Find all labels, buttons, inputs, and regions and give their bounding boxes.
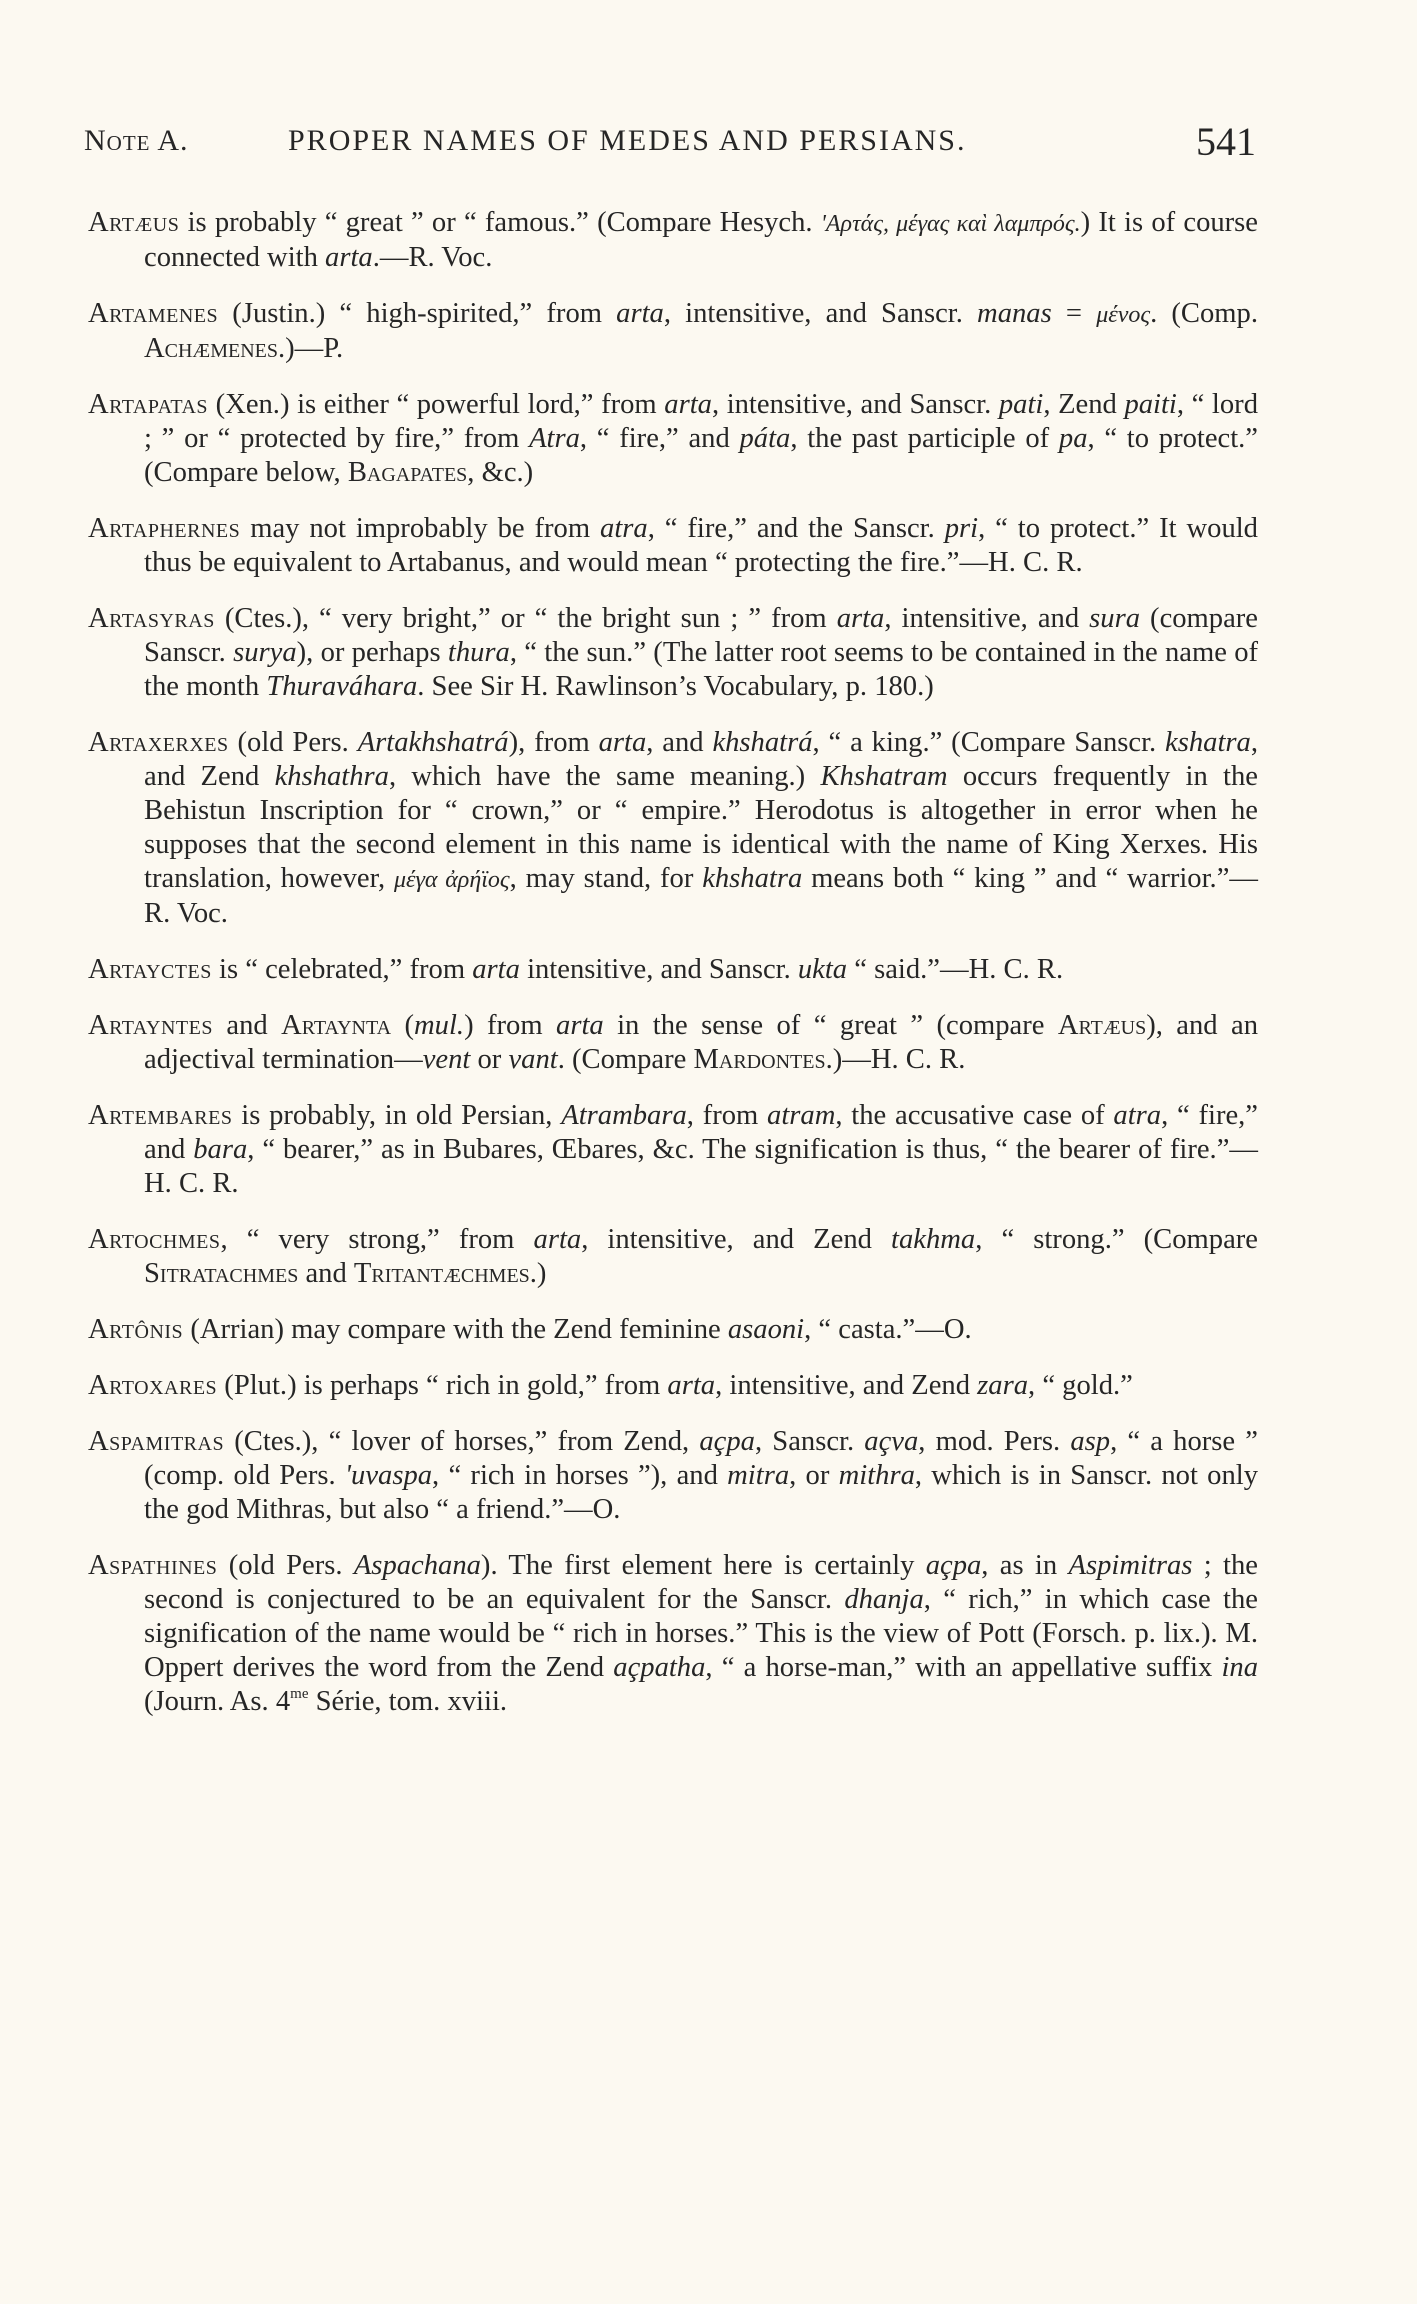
greek-text: μέγα ἀρήϊος [393, 867, 510, 893]
greek-text: μένος [1096, 302, 1151, 328]
running-title: PROPER NAMES OF MEDES AND PERSIANS. [288, 124, 967, 157]
headword: Artamenes [88, 298, 219, 329]
entry-list [88, 206, 1258, 1741]
running-header [84, 118, 1256, 170]
entry-artasyras: Artasyras (Ctes.), “ very bright,” or “ the bright sun ; ” from arta, intensitive, and sura (compare Sanscr. surya), or perhaps thura, “ the sun.” (The latter root seems to be contained in the name of the month Thuraváhara. See Sir H. Rawlinson’s Vocabulary, p. 180.) [88, 603, 1259, 702]
entry-artoxares: Artoxares (Plut.) is perhaps “ rich in gold,” from arta, intensitive, and Zend zara, “ gold.” [88, 1370, 1133, 1401]
entry-aspathines: Aspathines (old Pers. Aspachana). The first element here is certainly açpa, as in Aspimitras ; the second is conjectured to be an equivalent for the Sanscr. dhanja, “ rich,” in which case the signification of the name would be “ rich in horses.” This is the view of Pott (Forsch. p. lix.). M. Oppert derives the word from the Zend açpatha, “ a horse-man,” with an appellative suffix ina (Journ. As. $4^{me}$ Série, tom. xviii. [88, 1550, 1258, 1717]
headword: Artaphernes [88, 513, 241, 544]
entry-artaphernes: Artaphernes may not improbably be from atra, “ fire,” and the Sanscr. pri, “ to protect.” It would thus be equivalent to Artabanus, and would mean “ protecting the fire.”—H. C. R. [88, 513, 1258, 578]
entry-artapatas: Artapatas (Xen.) is either “ powerful lord,” from arta, intensitive, and Sanscr. pati, Zend paiti, “ lord ; ” or “ protected by fire,” from Atra, “ fire,” and páta, the past participle of pa, “ to protect.” (Compare below, Bagapates, &c.) [88, 389, 1258, 488]
headword: Artembares [88, 1100, 233, 1131]
headword: Artayntes [88, 1010, 213, 1041]
headword: Artochmes [88, 1224, 221, 1255]
entry-artamenes: Artamenes (Justin.) “ high-spirited,” from arta, intensitive, and Sanscr. manas = μένος. (Comp. Achæmenes.)—P. [88, 298, 1258, 364]
headword: Artasyras [88, 603, 215, 634]
entry-artaxerxes: Artaxerxes (old Pers. Artakhshatrá), from arta, and khshatrá, “ a king.” (Compare Sanscr. kshatra, and Zend khshathra, which have the same meaning.) Khshatram occurs frequently in the Behistun Inscription for “ crown,” or “ empire.” Herodotus is altogether in error when he supposes that the second element in this name is identical with the name of King Xerxes. His translation, however, μέγα ἀρήϊος, may stand, for khshatra means both “ king ” and “ warrior.”—R. Voc. [88, 727, 1258, 929]
headword: Aspamitras [88, 1426, 225, 1457]
greek-text: 'Αρτάς, μέγας καὶ λαμπρός. [820, 211, 1081, 237]
note-label: Note A. [84, 124, 189, 157]
headword: Artoxares [88, 1370, 218, 1401]
entry-artayntes: Artayntes and Artaynta (mul.) from arta in the sense of “ great ” (compare Artæus), and an adjectival termination—vent or vant. (Compare Mardontes.)—H. C. R. [88, 1010, 1258, 1075]
headword: Artapatas [88, 389, 209, 420]
entry-artaeus: Artæus is probably “ great ” or “ famous.” (Compare Hesych. 'Αρτάς, μέγας καὶ λαμπρός.) It is of course connected with arta.—R. Voc. [88, 207, 1259, 273]
entry-aspamitras: Aspamitras (Ctes.), “ lover of horses,” from Zend, açpa, Sanscr. açva, mod. Pers. asp, “ a horse ” (comp. old Pers. 'uvaspa, “ rich in horses ”), and mitra, or mithra, which is in Sanscr. not only the god Mithras, but also “ a friend.”—O. [88, 1426, 1258, 1525]
entry-artochmes: Artochmes, “ very strong,” from arta, intensitive, and Zend takhma, “ strong.” (Compare Sitratachmes and Tritantæchmes.) [88, 1224, 1258, 1289]
entry-artayctes: Artayctes is “ celebrated,” from arta intensitive, and Sanscr. ukta “ said.”—H. C. R. [88, 954, 1064, 985]
page-number: 541 [1196, 119, 1256, 164]
headword: Artayctes [88, 954, 212, 985]
entry-artonis: Artônis (Arrian) may compare with the Zend feminine asaoni, “ casta.”—O. [88, 1314, 972, 1345]
headword: Artaxerxes [88, 727, 229, 758]
headword: Aspathines [88, 1550, 218, 1581]
headword: Artæus [88, 207, 180, 238]
entry-artembares: Artembares is probably, in old Persian, Atrambara, from atram, the accusative case of atra, “ fire,” and bara, “ bearer,” as in Bubares, Œbares, &c. The signification is thus, “ the bearer of fire.”—H. C. R. [88, 1100, 1259, 1199]
headword: Artônis [88, 1314, 184, 1345]
